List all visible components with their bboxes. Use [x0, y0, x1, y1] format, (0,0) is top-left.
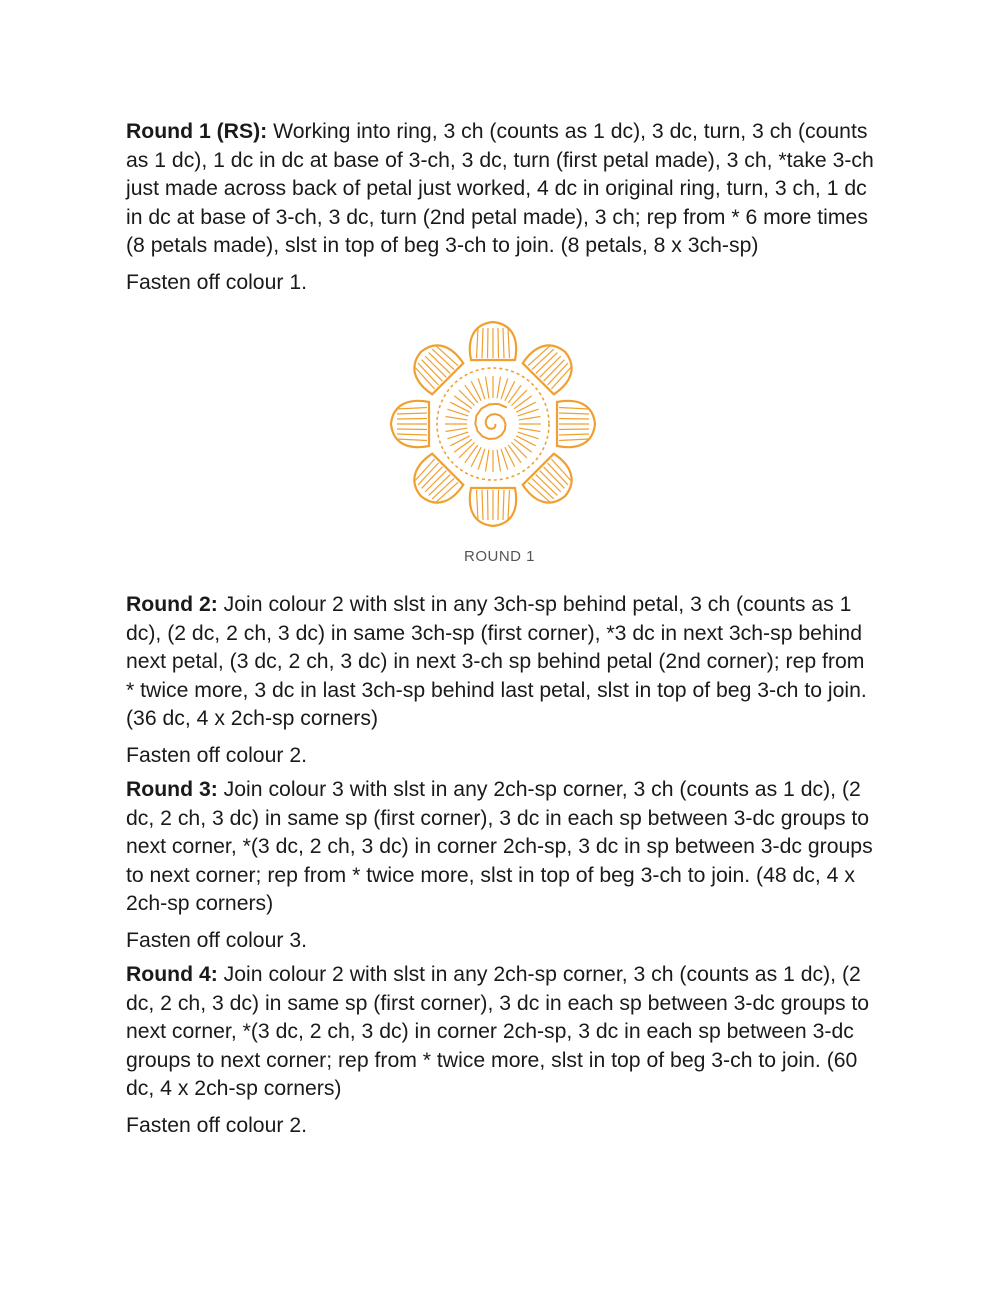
center-stitch-line	[465, 385, 478, 403]
round-3-fasten-off: Fasten off colour 3.	[126, 928, 307, 952]
center-stitch-line	[485, 450, 488, 472]
petal-stitch-line	[397, 429, 427, 430]
petal-stitch-line	[559, 408, 589, 410]
petal-stitch-line	[508, 490, 510, 520]
petal	[522, 453, 582, 513]
round-2-instructions	[126, 591, 878, 734]
round-4-fasten-off: Fasten off colour 2.	[126, 1113, 307, 1137]
flower-chart-svg	[382, 318, 604, 530]
petal-stitch-line	[397, 408, 427, 410]
petal-stitch-line	[559, 419, 589, 420]
petal	[391, 401, 429, 447]
petal-stitch-line	[498, 328, 499, 358]
round-3-instructions	[126, 776, 878, 919]
petal-stitch-line	[559, 413, 589, 414]
round-4-text: Join colour 2 with slst in any 2ch-sp corner, 3 ch (counts as 1 dc), (2 dc, 2 ch, 3 dc) in same sp (first corner), 3 dc in each sp between 3-dc groups to next corner, *(3 dc, 2 ch, 3 dc) in corner 2ch-sp, 3 dc in each sp between 3-dc groups to next corner; rep from * twice more, slst in top of beg 3-ch to join. (60 dc, 4 x 2ch-sp corners)	[126, 963, 870, 1100]
petal-stitch-line	[477, 490, 479, 520]
petal	[470, 322, 516, 360]
petal-stitch-line	[503, 328, 504, 358]
petal-stitch-line	[559, 434, 589, 435]
round-4-label: Round 4:	[126, 963, 218, 986]
center-stitch-line	[519, 416, 541, 419]
round-1-label: Round 1 (RS):	[126, 120, 268, 143]
round-1-fasten-off: Fasten off colour 1.	[126, 270, 307, 294]
round-1-section	[126, 118, 878, 297]
petal-stitch-line	[397, 419, 427, 420]
round-2-label: Round 2:	[126, 593, 218, 616]
center-stitch-line	[511, 390, 527, 406]
round-1-text: Working into ring, 3 ch (counts as 1 dc), 3 dc, turn, 3 ch (counts as 1 dc), 1 dc in dc at base of 3-ch, 3 dc, turn (first petal made), 3 ch, *take 3-ch just made across back of petal just worked, 4 dc in original ring, turn, 3 ch, 1 dc in dc at base of 3-ch, 3 dc, turn (2nd petal made), 3 ch; rep from * 6 more times (8 petals made), slst in top of beg 3-ch to join. (8 petals, 8 x 3ch-sp)	[126, 120, 874, 257]
center-stitch-line	[454, 439, 472, 452]
petal	[404, 335, 464, 395]
petal	[470, 488, 516, 526]
center-stitch-line	[465, 445, 478, 463]
center-stitch-line	[497, 377, 500, 399]
petal-stitch-line	[488, 328, 489, 358]
center-stitch-line	[454, 396, 472, 409]
petal-stitch-line	[559, 439, 589, 441]
center-stitch-line	[514, 396, 532, 409]
petal-stitch-line	[482, 328, 483, 358]
petal-stitch-line	[397, 434, 427, 435]
round-2-text: Join colour 2 with slst in any 3ch-sp behind petal, 3 ch (counts as 1 dc), (2 dc, 2 ch, 3 dc) in same 3ch-sp (first corner), *3 dc in next 3ch-sp behind next petal, (3 dc, 2 ch, 3 dc) in next 3-ch sp behind petal (2nd corner); rep from * twice more, 3 dc in last 3ch-sp behind last petal, slst in top of beg 3-ch to join. (36 dc, 4 x 2ch-sp corners)	[126, 593, 867, 730]
round-4-instructions	[126, 961, 878, 1104]
petal	[522, 335, 582, 395]
round-1-instructions	[126, 118, 878, 261]
petal-stitch-line	[488, 490, 489, 520]
center-stitch-line	[508, 445, 521, 463]
petal-stitch-line	[508, 328, 510, 358]
petal-stitch-line	[397, 439, 427, 441]
center-stitch-line	[497, 450, 500, 472]
petal	[557, 401, 595, 447]
round-2-fasten-off: Fasten off colour 2.	[126, 743, 307, 767]
petal-stitch-line	[503, 490, 504, 520]
diagram-caption: ROUND 1	[463, 548, 535, 565]
rounds-2-4-section	[126, 591, 878, 1140]
round-3-label: Round 3:	[126, 778, 218, 801]
center-stitch-line	[514, 439, 532, 452]
center-stitch-line	[459, 442, 475, 458]
center-stitch-line	[508, 385, 521, 403]
round-1-crochet-diagram	[382, 318, 604, 530]
center-stitch-line	[511, 442, 527, 458]
round-3-text: Join colour 3 with slst in any 2ch-sp corner, 3 ch (counts as 1 dc), (2 dc, 2 ch, 3 dc) in same sp (first corner), 3 dc in each sp between 3-dc groups to next corner, *(3 dc, 2 ch, 3 dc) in corner 2ch-sp, 3 dc in sp between 3-dc groups to next corner; rep from * twice more, slst in top of beg 3-ch to join. (48 dc, 4 x 2ch-sp corners)	[126, 778, 873, 915]
petal-stitch-line	[559, 429, 589, 430]
petal-stitch-line	[482, 490, 483, 520]
center-stitch-line	[459, 390, 475, 406]
petal-stitch-line	[498, 490, 499, 520]
center-stitch-line	[519, 428, 541, 431]
magic-ring-spiral	[475, 404, 507, 439]
center-stitch-line	[446, 428, 468, 431]
center-stitch-line	[485, 377, 488, 399]
center-stitch-line	[446, 416, 468, 419]
petal-stitch-line	[477, 328, 479, 358]
petal	[404, 453, 464, 513]
petal-stitch-line	[397, 413, 427, 414]
